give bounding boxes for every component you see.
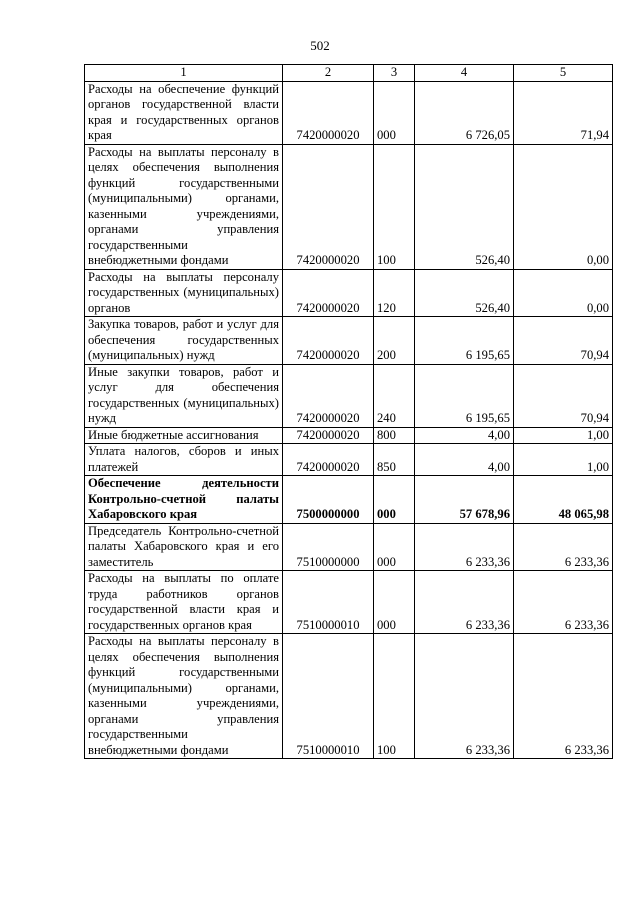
row-expense-type-cell: 240 — [374, 364, 415, 427]
row-target-code-cell: 7420000020 — [283, 427, 374, 444]
row-amount-2-cell: 6 233,36 — [514, 523, 613, 571]
row-expense-type-cell: 120 — [374, 269, 415, 317]
table-row — [85, 427, 613, 444]
row-amount-2-cell: 1,00 — [514, 444, 613, 476]
row-target-code-cell: 7420000020 — [283, 317, 374, 365]
row-expense-type-cell: 850 — [374, 444, 415, 476]
row-amount-1-cell: 6 233,36 — [415, 571, 514, 634]
row-amount-1-cell: 526,40 — [415, 144, 514, 269]
row-expense-type-cell: 000 — [374, 81, 415, 144]
row-target-code-cell: 7510000000 — [283, 523, 374, 571]
row-name-cell: Иные бюджетные ассигнования — [85, 427, 283, 444]
row-name-cell: Уплата налогов, сборов и иных платежей — [85, 444, 283, 476]
row-amount-1-cell: 6 195,65 — [415, 317, 514, 365]
row-name-cell: Расходы на обеспечение функций органов государственной власти края и государственных органов края — [85, 81, 283, 144]
row-target-code-cell: 7510000010 — [283, 634, 374, 759]
table-row — [85, 634, 613, 759]
row-target-code-cell: 7420000020 — [283, 444, 374, 476]
row-amount-1-cell: 6 726,05 — [415, 81, 514, 144]
row-name-cell: Расходы на выплаты персоналу в целях обеспечения выполнения функций государственными (муниципальными) органами, казенными учреждениями, органами управления государственными внебюджетными фондами — [85, 144, 283, 269]
row-target-code-cell: 7420000020 — [283, 144, 374, 269]
row-target-code-cell: 7500000000 — [283, 476, 374, 524]
row-expense-type-cell: 000 — [374, 476, 415, 524]
row-amount-1-cell: 6 233,36 — [415, 523, 514, 571]
table-row — [85, 144, 613, 269]
row-name-cell: Расходы на выплаты персоналу в целях обеспечения выполнения функций государственными (муниципальными) органами, казенными учреждениями, органами управления государственными внебюджетными фондами — [85, 634, 283, 759]
row-amount-1-cell: 4,00 — [415, 427, 514, 444]
row-amount-2-cell: 6 233,36 — [514, 571, 613, 634]
column-header-name: 1 — [85, 65, 283, 82]
row-expense-type-cell: 000 — [374, 523, 415, 571]
row-amount-2-cell: 1,00 — [514, 427, 613, 444]
table-row — [85, 317, 613, 365]
row-target-code-cell: 7420000020 — [283, 81, 374, 144]
row-amount-2-cell: 0,00 — [514, 144, 613, 269]
row-expense-type-cell: 800 — [374, 427, 415, 444]
table-header-row — [85, 65, 613, 82]
row-name-cell: Председатель Контрольно-счетной палаты Хабаровского края и его заместитель — [85, 523, 283, 571]
row-amount-2-cell: 48 065,98 — [514, 476, 613, 524]
row-amount-1-cell: 6 195,65 — [415, 364, 514, 427]
row-name-cell: Расходы на выплаты персоналу государственных (муниципальных) органов — [85, 269, 283, 317]
row-amount-2-cell: 6 233,36 — [514, 634, 613, 759]
row-expense-type-cell: 100 — [374, 634, 415, 759]
row-amount-2-cell: 0,00 — [514, 269, 613, 317]
column-header-expense-type: 3 — [374, 65, 415, 82]
row-expense-type-cell: 100 — [374, 144, 415, 269]
column-header-target-code: 2 — [283, 65, 374, 82]
table-row — [85, 269, 613, 317]
row-target-code-cell: 7420000020 — [283, 364, 374, 427]
table-row — [85, 444, 613, 476]
table-row — [85, 476, 613, 524]
row-name-cell: Расходы на выплаты по оплате труда работников органов государственной власти края и государственных органов края — [85, 571, 283, 634]
row-amount-2-cell: 70,94 — [514, 364, 613, 427]
row-amount-1-cell: 526,40 — [415, 269, 514, 317]
table-row — [85, 523, 613, 571]
column-header-amount-1: 4 — [415, 65, 514, 82]
row-target-code-cell: 7510000010 — [283, 571, 374, 634]
row-amount-1-cell: 57 678,96 — [415, 476, 514, 524]
row-amount-2-cell: 70,94 — [514, 317, 613, 365]
row-name-cell: Иные закупки товаров, работ и услуг для обеспечения государственных (муниципальных) нужд — [85, 364, 283, 427]
row-expense-type-cell: 200 — [374, 317, 415, 365]
row-name-cell: Обеспечение деятельности Контрольно-счетной палаты Хабаровского края — [85, 476, 283, 524]
row-amount-1-cell: 6 233,36 — [415, 634, 514, 759]
row-target-code-cell: 7420000020 — [283, 269, 374, 317]
row-amount-2-cell: 71,94 — [514, 81, 613, 144]
row-amount-1-cell: 4,00 — [415, 444, 514, 476]
table-row — [85, 81, 613, 144]
budget-table — [84, 64, 613, 759]
page-number: 502 — [310, 38, 330, 53]
row-expense-type-cell: 000 — [374, 571, 415, 634]
column-header-amount-2: 5 — [514, 65, 613, 82]
row-name-cell: Закупка товаров, работ и услуг для обеспечения государственных (муниципальных) нужд — [85, 317, 283, 365]
table-row — [85, 571, 613, 634]
table-row — [85, 364, 613, 427]
